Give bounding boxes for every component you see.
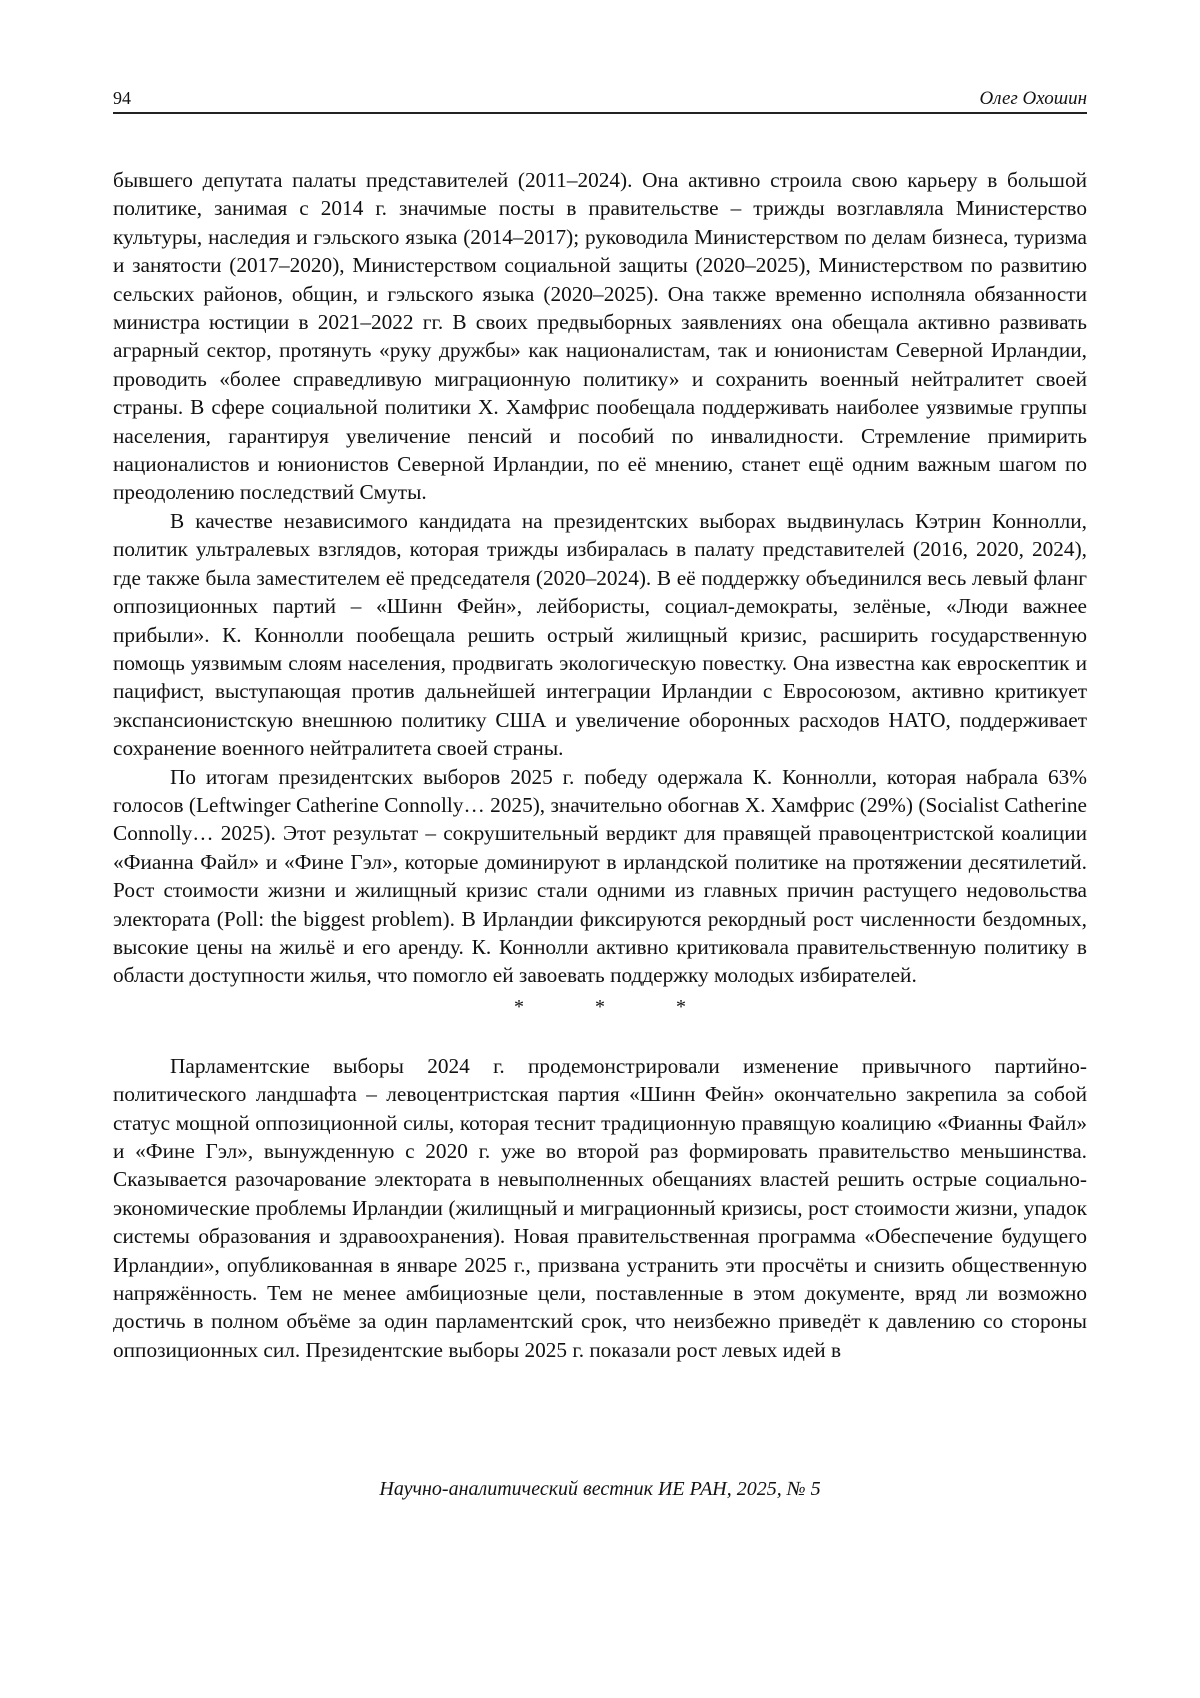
- separator-asterisk: *: [676, 995, 686, 1018]
- running-footer-journal: Научно-аналитический вестник ИЕ РАН, 2025, № 5: [379, 1478, 821, 1500]
- article-body: [113, 166, 1087, 1364]
- separator-asterisk: *: [514, 995, 524, 1018]
- paragraph: В качестве независимого кандидата на президентских выборах выдвинулась Кэтрин Коннолли, политик ультралевых взглядов, которая трижды избиралась в палату представителей (2016, 2020, 2024), где также была заместителем её председателя (2020–2024). В её поддержку объединился весь левый фланг оппозиционных партий – «Шинн Фейн», лейбористы, социал-демократы, зелёные, «Люди важнее прибыли». К. Коннолли пообещала решить острый жилищный кризис, расширить государственную помощь уязвимым слоям населения, продвигать экологическую повестку. Она известна как евроскептик и пацифист, выступающая против дальнейшей интеграции Ирландии с Евросоюзом, активно критикует экспансионистскую внешнюю политику США и увеличение оборонных расходов НАТО, поддерживает сохранение военного нейтралитета своей страны.: [113, 508, 1087, 761]
- running-header: [113, 84, 1087, 114]
- running-header-author: Олег Охошин: [979, 88, 1087, 109]
- journal-page: [113, 0, 1087, 1698]
- page-number: 94: [113, 88, 131, 108]
- paragraph-continued: бывшего депутата палаты представителей (2011–2024). Она активно строила свою карьеру в большой политике, занимая с 2014 г. значимые посты в правительстве – трижды возглавляла Министерство культуры, наследия и гэльского языка (2014–2017); руководила Министерством по делам бизнеса, туризма и занятости (2017–2020), Министерством социальной защиты (2020–2025), Министерством по развитию сельских районов, общин, и гэльского языка (2020–2025). Она также временно исполняла обязанности министра юстиции в 2021–2022 гг. В своих предвыборных заявлениях она обещала активно развивать аграрный сектор, протянуть «руку дружбы» как националистам, так и юнионистам Северной Ирландии, проводить «более справедливую миграционную политику» и сохранить военный нейтралитет своей страны. В сфере социальной политики Х. Хамфрис пообещала поддерживать наиболее уязвимые группы населения, гарантируя увеличение пенсий и пособий по инвалидности. Стремление примирить националистов и юнионистов Северной Ирландии, по её мнению, станет ещё одним важным шагом по преодолению последствий Смуты.: [113, 168, 1087, 505]
- section-separator: [113, 990, 1087, 1032]
- paragraph: Парламентские выборы 2024 г. продемонстрировали изменение привычного партийно-политического ландшафта – левоцентристская партия «Шинн Фейн» окончательно закрепила за собой статус мощной оппозиционной силы, которая теснит традиционную правящую коалицию «Фианны Файл» и «Фине Гэл», вынужденную с 2020 г. уже во второй раз формировать правительство меньшинства. Сказывается разочарование электората в невыполненных обещаниях властей решить острые социально-экономические проблемы Ирландии (жилищный и миграционный кризисы, рост стоимости жизни, упадок системы образования и здравоохранения). Новая правительственная программа «Обеспечение будущего Ирландии», опубликованная в январе 2025 г., призвана устранить эти просчёты и снизить общественную напряжённость. Тем не менее амбициозные цели, поставленные в этом документе, вряд ли возможно достичь в полном объёме за один парламентский срок, что неизбежно приведёт к давлению со стороны оппозиционных сил. Президентские выборы 2025 г. показали рост левых идей в: [113, 1053, 1087, 1362]
- separator-asterisk: *: [595, 995, 605, 1018]
- paragraph: По итогам президентских выборов 2025 г. победу одержала К. Коннолли, которая набрала 63% голосов (Leftwinger Catherine Connolly… 2025), значительно обогнав Х. Хамфрис (29%) (Socialist Catherine Connolly… 2025). Этот результат – сокрушительный вердикт для правящей правоцентристской коалиции «Фианна Файл» и «Фине Гэл», которые доминируют в ирландской политике на протяжении десятилетий. Рост стоимости жизни и жилищный кризис стали одними из главных причин растущего недовольства электората (Poll: the biggest problem). В Ирландии фиксируются рекордный рост численности бездомных, высокие цены на жильё и его аренду. К. Коннолли активно критиковала правительственную политику в области доступности жилья, что помогло ей завоевать поддержку молодых избирателей.: [113, 764, 1087, 988]
